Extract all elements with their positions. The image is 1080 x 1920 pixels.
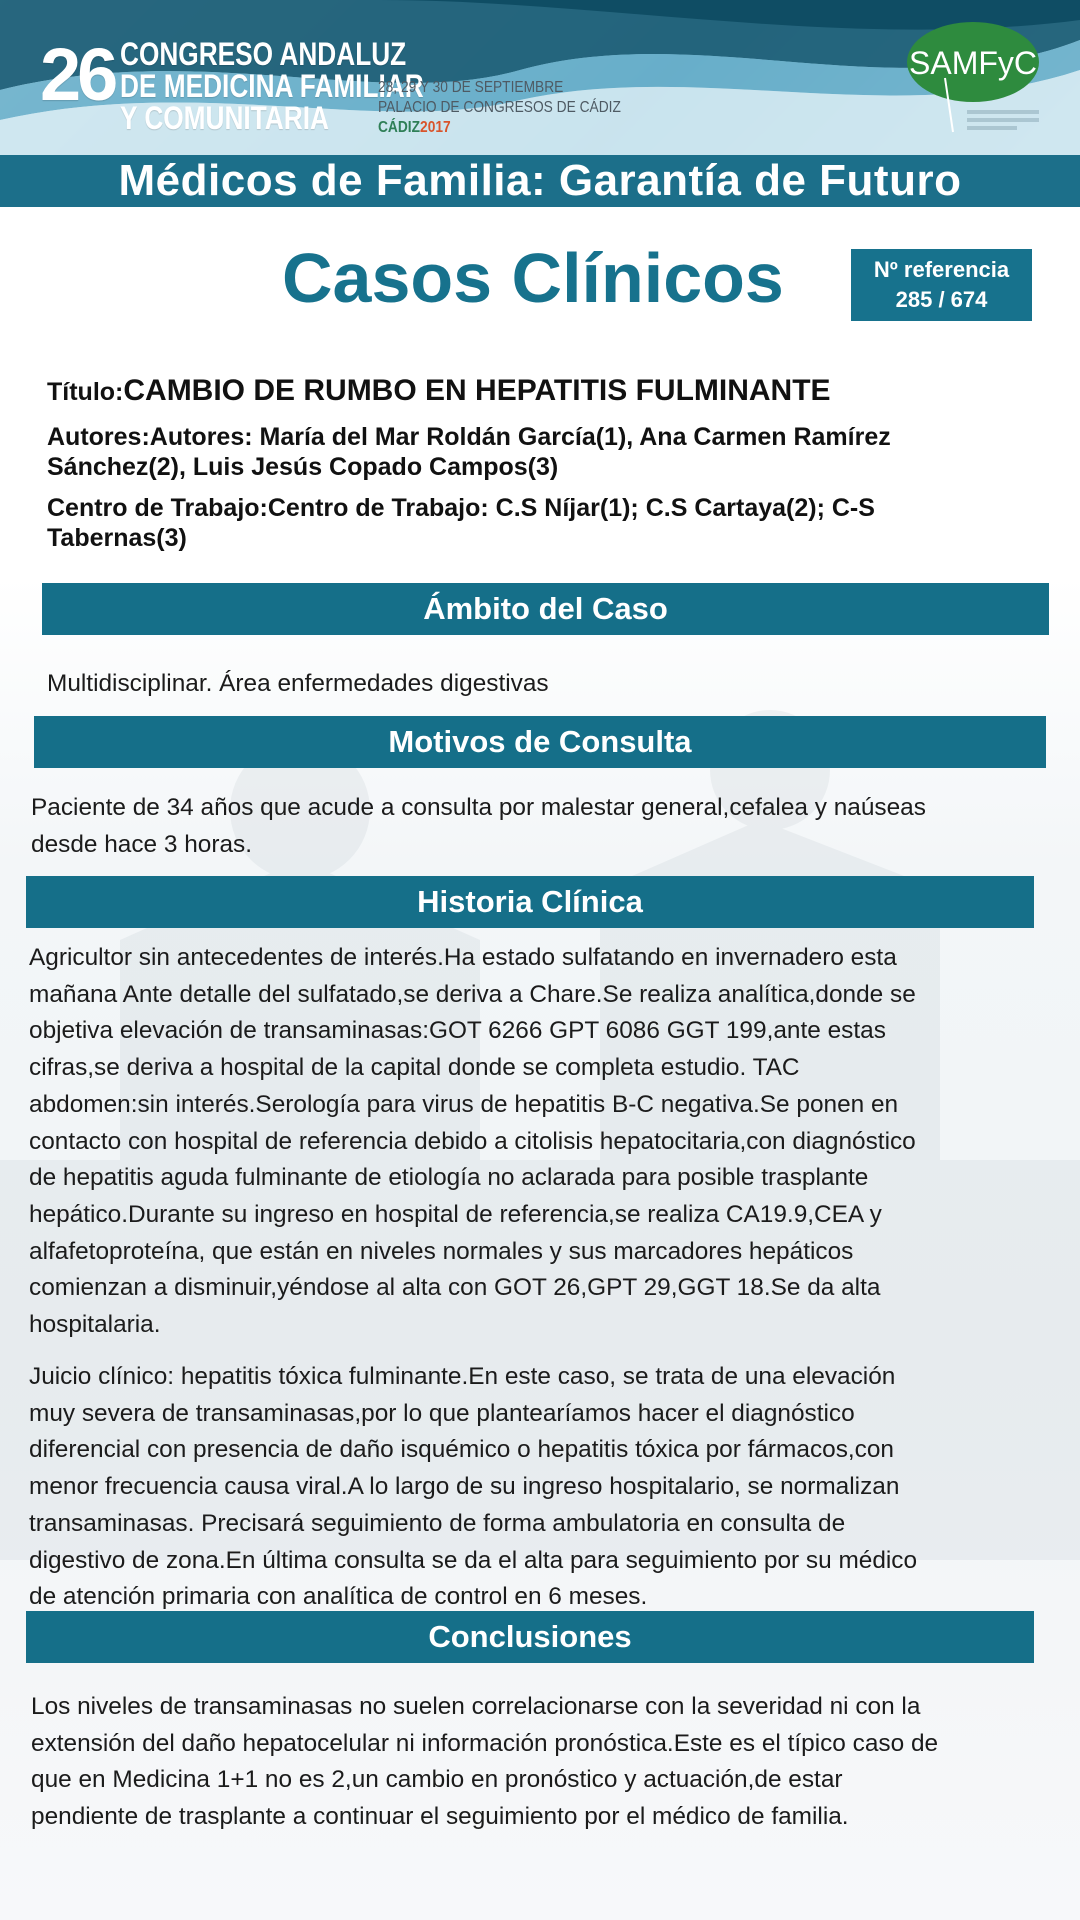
- reference-label: Nº referencia: [873, 257, 1010, 282]
- conclusiones-line: que en Medicina 1+1 no es 2,un cambio en pronóstico y actuación,de estar: [31, 1766, 843, 1794]
- center-line-2: Tabernas(3): [47, 524, 187, 552]
- historia-line: cifras,se deriva a hospital de la capital donde se completa estudio. TAC: [29, 1054, 800, 1082]
- event-venue: PALACIO DE CONGRESOS DE CÁDIZ: [378, 99, 621, 116]
- reference-badge: [851, 249, 1032, 321]
- historia-line: alfafetoproteína, que están en niveles normales y sus marcadores hepáticos: [29, 1237, 854, 1265]
- authors-line-2: Sánchez(2), Luis Jesús Copado Campos(3): [47, 453, 559, 481]
- historia-line: muy severa de transaminasas,por lo que plantearíamos hacer el diagnóstico: [29, 1399, 855, 1427]
- case-title-label: Título:: [47, 378, 124, 406]
- historia-paragraph-1: [29, 940, 916, 1344]
- section-heading-conclusiones: [26, 1611, 1034, 1663]
- historia-line: abdomen:sin interés.Serología para virus de hepatitis B-C negativa.Se ponen en: [29, 1090, 899, 1118]
- section-heading-motivos: [34, 716, 1046, 768]
- motivos-line: Paciente de 34 años que acude a consulta por malestar general,cefalea y naúseas: [31, 794, 926, 821]
- motivos-line: desde hace 3 horas.: [31, 830, 253, 858]
- event-info: [378, 78, 621, 138]
- historia-line: objetiva elevación de transaminasas:GOT 6266 GPT 6086 GGT 199,ante estas: [29, 1017, 886, 1045]
- section-heading-motivos-text: Motivos de Consulta: [388, 724, 692, 759]
- historia-line: de atención primaria con analítica de control en 6 meses.: [29, 1583, 648, 1611]
- historia-line: comienzan a disminuir,yéndose al alta con GOT 26,GPT 29,GGT 18.Se da alta: [29, 1274, 881, 1302]
- section-heading-historia: [26, 876, 1034, 928]
- page-title: Casos Clínicos: [282, 239, 784, 317]
- case-title-text: CAMBIO DE RUMBO EN HEPATITIS FULMINANTE: [123, 374, 831, 407]
- historia-line: menor frecuencia causa viral.A lo largo de su ingreso hospitalario, se normalizan: [29, 1473, 900, 1501]
- historia-line: Juicio clínico: hepatitis tóxica fulminante.En este caso, se trata de una elevación: [29, 1363, 896, 1390]
- congress-line-3: Y COMUNITARIA: [120, 100, 330, 136]
- historia-line: mañana Ante detalle del sulfatado,se deriva a Chare.Se realiza analítica,donde se: [29, 980, 916, 1008]
- logo-text: SAMFyC: [909, 45, 1037, 81]
- conclusiones-text: [31, 1689, 938, 1836]
- historia-line: diferencial con presencia de daño isquémico o hepatitis tóxica por fármacos,con: [29, 1436, 894, 1464]
- slogan-banner: [0, 155, 1080, 207]
- event-year: 2017: [420, 119, 451, 136]
- ambito-text: Multidisciplinar. Área enfermedades digestivas: [47, 670, 549, 697]
- section-heading-ambito-text: Ámbito del Caso: [423, 591, 668, 626]
- case-title: [47, 374, 1037, 408]
- authors-line-1: Autores:Autores: María del Mar Roldán García(1), Ana Carmen Ramírez: [47, 423, 891, 451]
- slogan-text: Médicos de Familia: Garantía de Futuro: [118, 156, 962, 205]
- motivos-text: [31, 790, 926, 863]
- center-line-1: Centro de Trabajo:Centro de Trabajo: C.S Níjar(1); C.S Cartaya(2); C-S: [47, 494, 875, 522]
- event-city: CÁDIZ: [378, 119, 421, 136]
- conclusiones-line: pendiente de trasplante a continuar el seguimiento por el médico de familia.: [31, 1803, 849, 1831]
- section-heading-historia-text: Historia Clínica: [417, 884, 643, 919]
- conclusiones-line: Los niveles de transaminasas no suelen correlacionarse con la severidad ni con la: [31, 1693, 921, 1720]
- historia-line: digestivo de zona.En última consulta se da el alta para seguimiento por su médico: [29, 1546, 918, 1574]
- historia-paragraph-2: [29, 1359, 917, 1616]
- reference-value: 285 / 674: [895, 287, 988, 312]
- conclusiones-line: extensión del daño hepatocelular ni información pronóstica.Este es el típico caso de: [31, 1729, 939, 1757]
- case-authors: [47, 422, 1037, 482]
- historia-line: hepático.Durante su ingreso en hospital de referencia,se realiza CA19.9,CEA y: [29, 1200, 882, 1228]
- samfyc-logo-icon: [905, 20, 1045, 140]
- congress-line-2: DE MEDICINA FAMILIAR: [120, 68, 425, 104]
- historia-line: transaminasas. Precisará seguimiento de forma ambulatoria en consulta de: [29, 1509, 846, 1537]
- historia-line: Agricultor sin antecedentes de interés.Ha estado sulfatando en invernadero esta: [29, 944, 897, 971]
- event-dates: 28, 29 Y 30 DE SEPTIEMBRE: [378, 79, 564, 96]
- header: [0, 0, 1080, 155]
- historia-line: contacto con hospital de referencia debido a citolisis hepatocitaria,con diagnóstico: [29, 1127, 916, 1155]
- congress-line-1: CONGRESO ANDALUZ: [120, 36, 407, 72]
- case-work-center: [47, 493, 1037, 553]
- section-heading-conclusiones-text: Conclusiones: [428, 1619, 632, 1654]
- congress-number: 26: [40, 33, 115, 116]
- historia-line: hospitalaria.: [29, 1311, 161, 1339]
- section-heading-ambito: [42, 583, 1049, 635]
- historia-line: de hepatitis aguda fulminante de etiología no aclarada para posible trasplante: [29, 1164, 869, 1192]
